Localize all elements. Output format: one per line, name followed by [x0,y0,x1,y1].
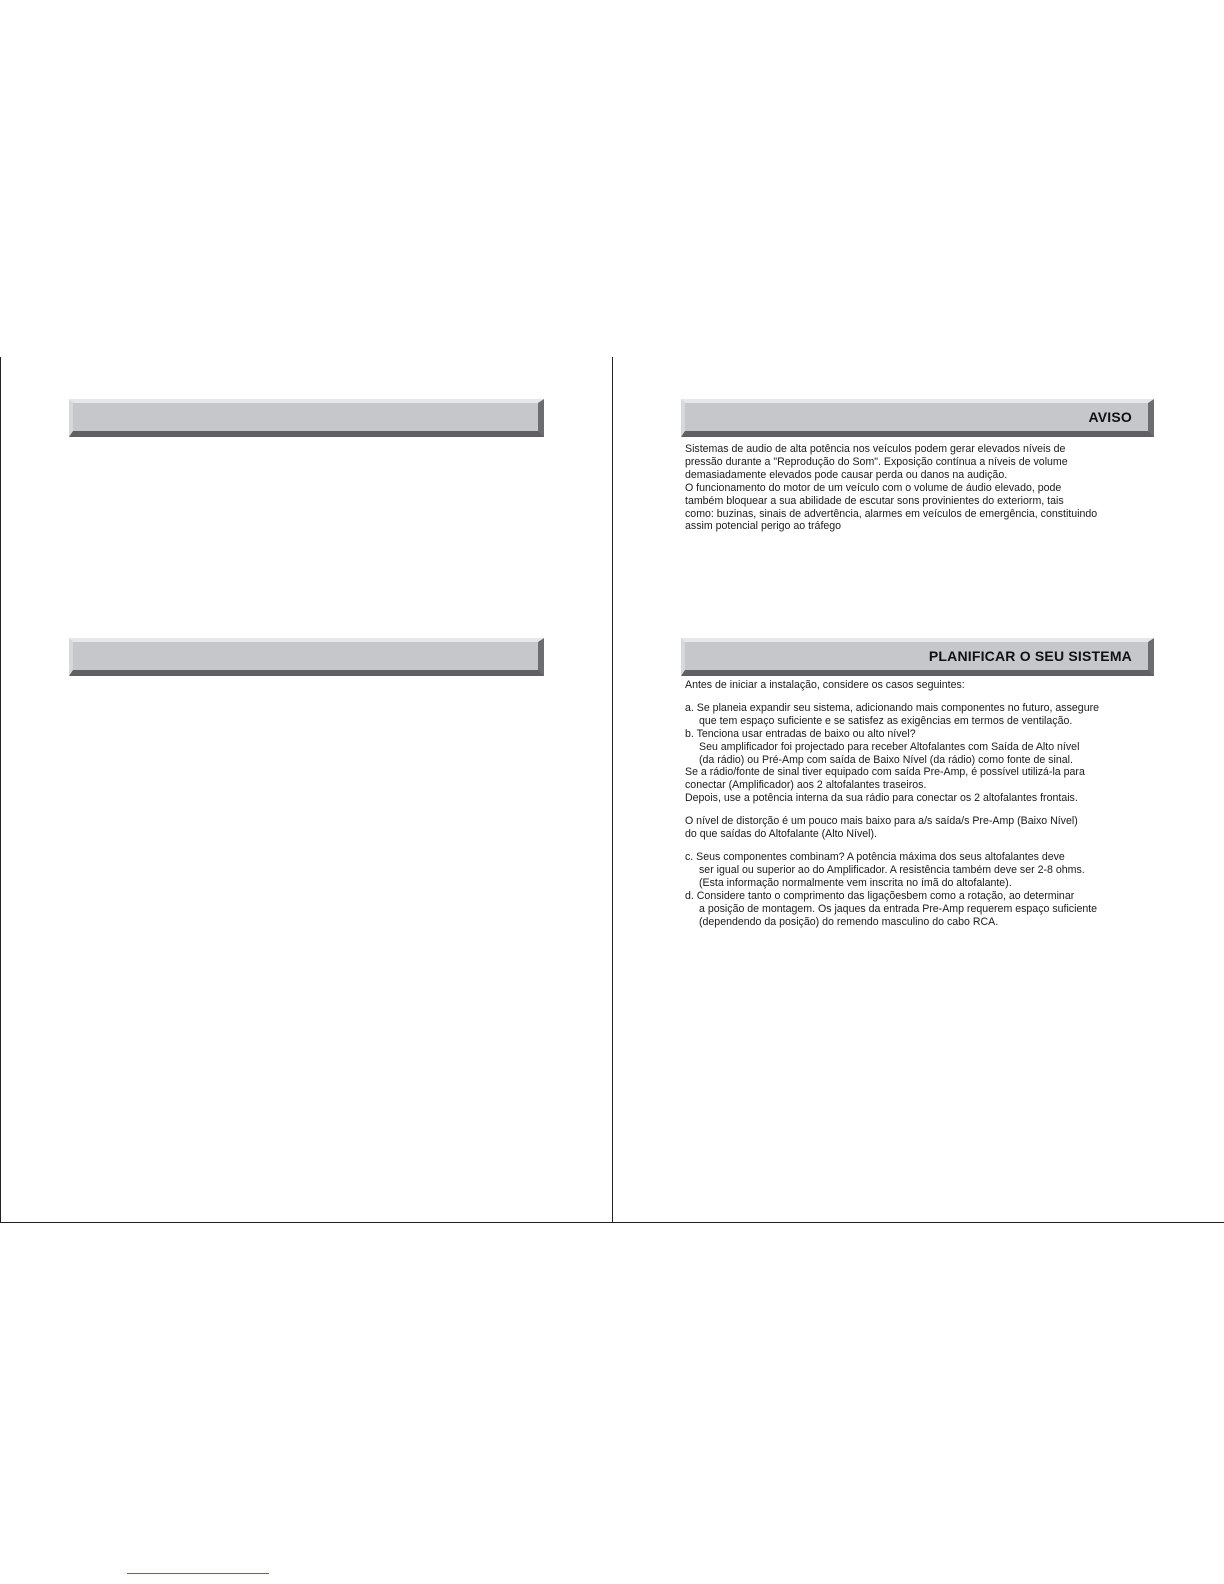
frame-bottom-border [0,1222,1224,1223]
planificar-line: (Esta informação normalmente vem inscrita no ímã do altofalante). [699,876,1012,889]
planificar-line: Depois, use a potência interna da sua rádio para conectar os 2 altofalantes frontais. [685,792,1078,805]
aviso-body [685,443,1155,533]
aviso-line: pressão durante a "Reprodução do Som". Exposição contínua a níveis de volume [685,455,1068,468]
left-section-bar-2 [69,638,544,676]
planificar-line: b. Tenciona usar entradas de baixo ou alto nível? [685,727,916,740]
aviso-line: também bloquear a sua abilidade de escutar sons provinientes do exteriorm, tais [685,494,1064,507]
planificar-title: PLANIFICAR O SEU SISTEMA [928,648,1132,664]
planificar-line: Seu amplificador foi projectado para receber Altofalantes com Saída de Alto nível [699,740,1080,753]
frame-left-border [0,357,1,1223]
planificar-line: que tem espaço suficiente e se satisfez as exigências em termos de ventilação. [699,714,1073,727]
planificar-line: d. Considere tanto o comprimento das ligaçõesbem como a rotação, ao determinar [685,889,1075,902]
left-section-bar-1 [69,399,544,437]
planificar-line: Se a rádio/fonte de sinal tiver equipado com saída Pre-Amp, é possível utilizá-la para [685,766,1085,779]
aviso-header-bar [681,399,1154,437]
aviso-line: O funcionamento do motor de um veículo com o volume de áudio elevado, pode [685,481,1062,494]
planificar-line: do que saídas do Altofalante (Alto Nível). [685,828,877,841]
aviso-title: AVISO [1088,409,1132,425]
planificar-line: conectar (Amplificador) aos 2 altofalantes traseiros. [685,779,927,792]
planificar-body [685,679,1155,928]
planificar-intro: Antes de iniciar a instalação, considere os casos seguintes: [685,679,965,691]
footer-link-underline [127,1573,269,1574]
planificar-line: (da rádio) ou Pré-Amp com saída de Baixo Nível (da rádio) como fonte de sinal. [699,753,1073,766]
aviso-line: demasiadamente elevados pode causar perda ou danos na audição. [685,468,1008,481]
planificar-header-bar [681,638,1154,676]
page-divider [612,357,613,1223]
aviso-line: Sistemas de audio de alta potência nos veículos podem gerar elevados níveis de [685,443,1066,455]
planificar-line: a posição de montagem. Os jaques da entrada Pre-Amp requerem espaço suficiente [699,902,1098,915]
planificar-line: c. Seus componentes combinam? A potência máxima dos seus altofalantes deve [685,850,1065,863]
planificar-line: a. Se planeia expandir seu sistema, adicionando mais componentes no futuro, assegure [685,701,1099,714]
aviso-line: assim potencial perigo ao tráfego [685,520,842,533]
planificar-line: O nível de distorção é um pouco mais baixo para a/s saída/s Pre-Amp (Baixo Nível) [685,815,1078,828]
aviso-line: como: buzinas, sinais de advertência, alarmes em veículos de emergência, constituindo [685,507,1098,520]
planificar-line: (dependendo da posição) do remendo masculino do cabo RCA. [699,915,999,928]
planificar-line: ser igual ou superior ao do Amplificador. A resistência também deve ser 2-8 ohms. [699,863,1085,876]
